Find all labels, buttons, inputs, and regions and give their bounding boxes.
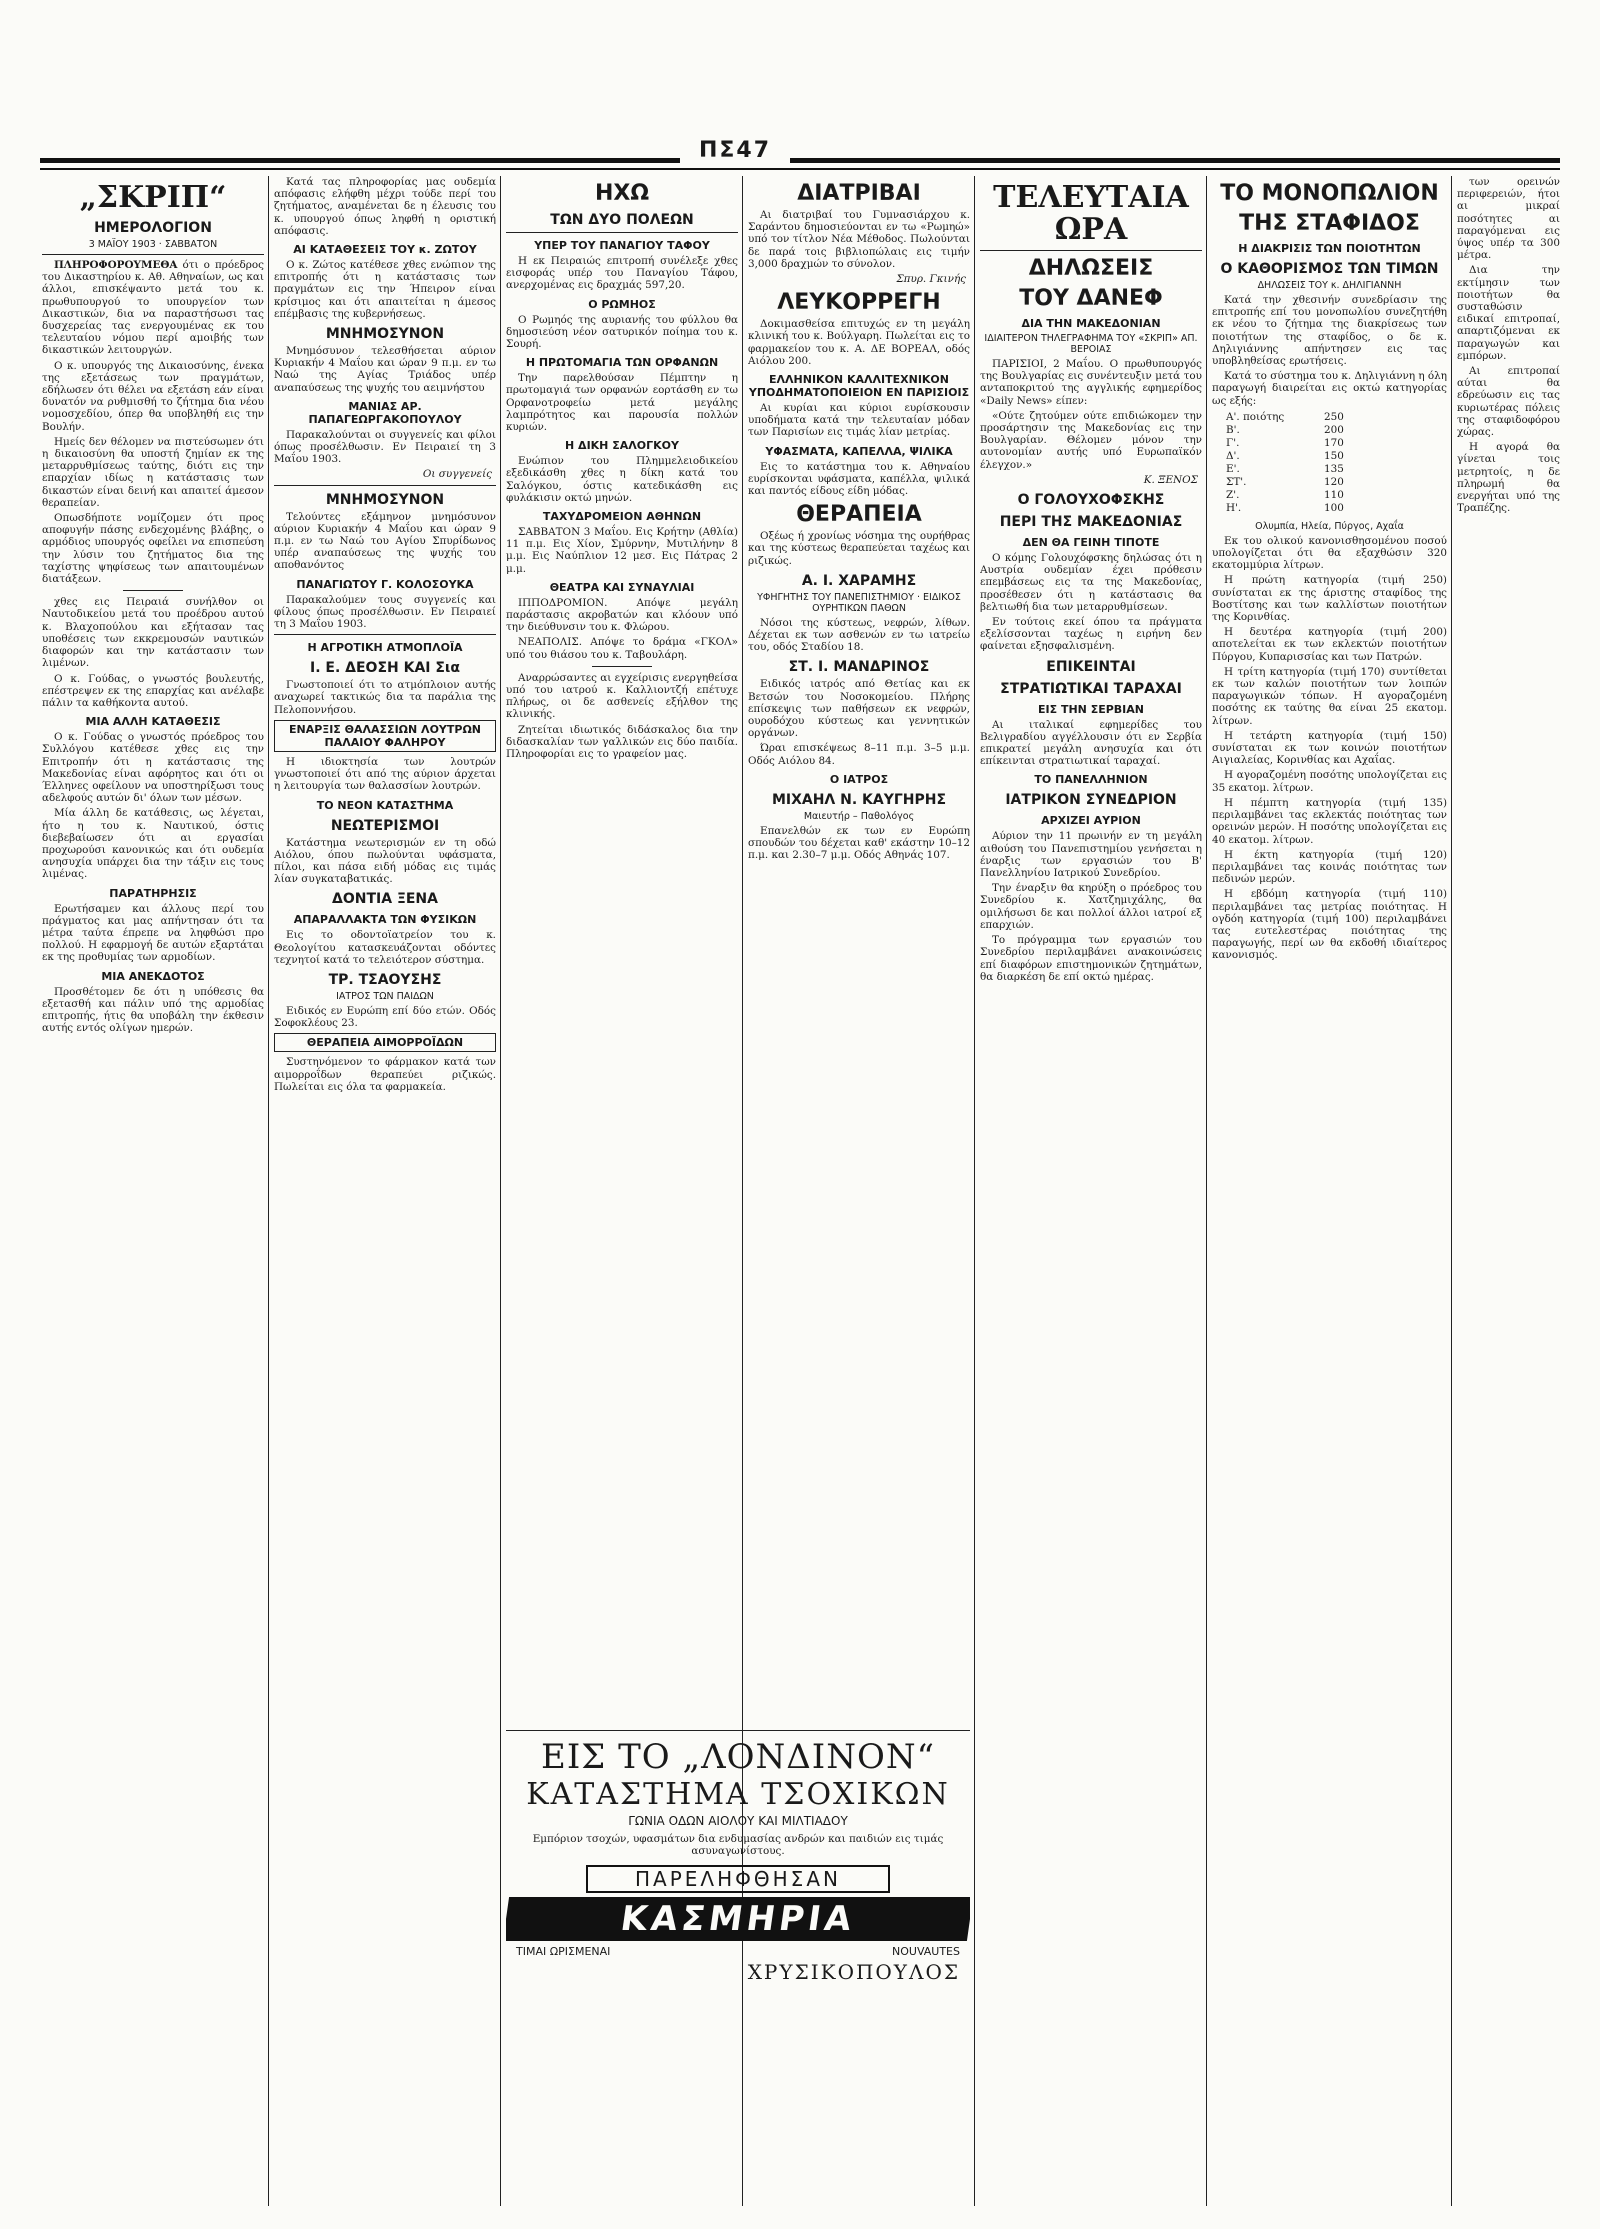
paragraph: Ζητείται ιδιωτικός διδάσκαλος δια την διδασκαλίαν των γαλλικών εις δύο παιδία. Πληροφορίαι εις το γραφείον μας.	[506, 723, 738, 761]
paragraph: Η ιδιοκτησία των λουτρών γνωστοποιεί ότι από της αύριον άρχεται η λειτουργία των θαλασσίων λουτρών.	[274, 755, 496, 793]
article-heading: Ο ΓΟΛΟΥΧΟΦΣΚΗΣ	[1017, 492, 1165, 509]
article-subheading: ΔΙΑ ΤΗΝ ΜΑΚΕΔΟΝΙΑΝ	[1021, 317, 1161, 330]
article-heading: ΠΑΡΑΤΗΡΗΣΙΣ	[109, 886, 197, 900]
price-row	[1226, 489, 1447, 502]
price-category: Ζ'.	[1226, 488, 1240, 501]
paragraph: Εν τούτοις εκεί όπου τα πράγματα εξελίσσονται ταχέως η ειρήνη δεν φαίνεται εξησφαλισμένη.	[980, 616, 1202, 653]
paragraph: Αι ιταλικαί εφημερίδες του Βελιγραδίου αγγέλλουσιν ότι εν Σερβία επικρατεί μεγάλη ανησυχία και ότι επίκεινται στρατιωτικαί ταραχαί.	[980, 718, 1202, 768]
article-heading: ΙΑΤΡΙΚΟΝ ΣΥΝΕΔΡΙΟΝ	[1005, 792, 1177, 809]
lead-paragraph	[42, 259, 264, 357]
paragraph: Παρακαλούνται οι συγγενείς και φίλοι όπως προσέλθωσιν. Εν Πειραιεί τη 3 Μαΐου 1903.	[274, 428, 496, 466]
doctor-name: Α. Ι. ΧΑΡΑΜΗΣ	[801, 572, 917, 589]
article-heading: ΣΤΡΑΤΙΩΤΙΚΑΙ ΤΑΡΑΧΑΙ	[1000, 680, 1182, 697]
price-value: 135	[1324, 462, 1344, 475]
firm-name: Ι. Ε. ΔΕΟΣΗ ΚΑΙ Σια	[309, 660, 460, 677]
paragraph: Ο Ρωμηός της αυριανής του φύλλου θα δημοσιεύση νέον σατυρικόν ποίημα του κ. Σουρή.	[506, 313, 738, 351]
ad-footer	[516, 1945, 960, 1958]
divider	[592, 666, 652, 667]
ad-heading: ΝΕΩΤΕΡΙΣΜΟΙ	[330, 817, 440, 834]
doctor-title: ΥΦΗΓΗΤΗΣ ΤΟΥ ΠΑΝΕΠΙΣΤΗΜΙΟΥ · ΕΙΔΙΚΟΣ ΟΥΡΗΤΙΚΩΝ ΠΑΘΩΝ	[757, 591, 961, 614]
paragraph: Ο κ. υπουργός της Δικαιοσύνης, ένεκα της εξετάσεως των πραγμάτων, εδήλωσεν ότι θέλει να εξετάση εάν είναι δυνατόν να ρυθμισθή το ζήτημα δια νέου νομοσχεδίου, όπερ θα υποβληθή εις την Βουλήν.	[42, 359, 264, 433]
paragraph: Αι κυρίαι και κύριοι ευρίσκουσιν υποδήματα κατά την τελευταίαν μόδαν των Παρισίων εις τιμάς λίαν μετρίας.	[748, 402, 970, 439]
price-row	[1226, 476, 1447, 489]
price-value: 200	[1324, 423, 1344, 436]
paragraph: Ειδικός ιατρός από Θετίας και εκ Βετσών του Νοσοκομείου. Πλήρης επίσκεψις των παθήσεων εκ νεφρών, ουροδόχου κύστεως και γεννητικών οργάνων.	[748, 678, 970, 740]
paragraph: Κατά τας πληροφορίας μας ουδεμία απόφασις ελήφθη μέχρι τούδε περί του ζητήματος, αναμένεται δε η έλευσις του κ. υπουργού όπως ληφθή η οριστική απόφασις.	[274, 176, 496, 237]
section-title: ΔΙΑΤΡΙΒΑΙ	[797, 181, 921, 206]
ad-heading: ΤΟ ΝΕΟΝ ΚΑΤΑΣΤΗΜΑ	[316, 798, 454, 812]
paragraph: Η έκτη κατηγορία (τιμή 120) περιλαμβάνει τας κοινάς ποιότητας των πεδινών μερών.	[1212, 848, 1447, 886]
divider	[274, 485, 496, 486]
column-divider	[974, 176, 975, 2206]
section-subtitle: ΗΜΕΡΟΛΟΓΙΟΝ	[94, 220, 212, 236]
paragraph: Κατά την χθεσινήν συνεδρίασιν της επιτροπής επί του μονοπωλίου συνεζητήθη εκ νέου το ζήτημα της διακρίσεως των ποιοτήτων της σταφίδος, ο δε κ. Δηλιγιάννης απήντησεν εις τας υποβληθείσας ερωτήσεις.	[1212, 294, 1447, 368]
article-heading: ΕΠΙΚΕΙΝΤΑΙ	[1046, 658, 1136, 675]
price-value: 100	[1324, 501, 1344, 514]
ad-footer-left: ΤΙΜΑΙ ΩΡΙΣΜΕΝΑΙ	[516, 1945, 611, 1958]
price-category: Δ'.	[1226, 449, 1240, 462]
ad-heading: ΥΦΑΣΜΑΤΑ, ΚΑΠΕΛΛΑ, ΨΙΛΙΚΑ	[765, 444, 953, 458]
signature: Σπυρ. Γκινής	[896, 273, 966, 286]
paragraph: Δια την εκτίμησιν των ποιοτήτων θα συσταθώσιν ειδικαί επιτροπαί, απαρτιζόμεναι εκ παραγωγών και εμπόρων.	[1457, 264, 1560, 362]
paragraph: Ενώπιον του Πλημμελειοδικείου εξεδικάσθη χθες η δίκη κατά του Σαλόγκου, όστις κατεδικάσθη εις φυλάκισιν οκτώ μηνών.	[506, 455, 738, 504]
price-category: ΣΤ'.	[1226, 475, 1247, 488]
price-value: 170	[1324, 436, 1344, 449]
article-heading: ΜΙΑ ΑΛΛΗ ΚΑΤΑΘΕΣΙΣ	[85, 715, 221, 729]
ad-heading: Η ΑΓΡΟΤΙΚΗ ΑΤΜΟΠΛΟΪΑ	[307, 641, 463, 655]
price-list-note: Ολυμπία, Ηλεία, Πύργος, Αχαΐα	[1255, 520, 1404, 532]
price-value: 250	[1324, 410, 1344, 423]
article-subheading: Η ΔΙΑΚΡΙΣΙΣ ΤΩΝ ΠΟΙΟΤΗΤΩΝ	[1238, 242, 1421, 255]
paragraph: Η δευτέρα κατηγορία (τιμή 200) αποτελείται εκ των εκλεκτών ποιοτήτων Πύργου, Κυπαρισσίας και των Πατρών.	[1212, 626, 1447, 663]
price-category: Γ'.	[1226, 436, 1240, 449]
price-row	[1226, 502, 1447, 515]
paragraph: Η αγορά θα γίνεται τοις μετρητοίς, η δε πληρωμή θα ενεργήται υπό της Τραπέζης.	[1457, 441, 1560, 515]
paragraph: Ο κ. Ζώτος κατέθεσε χθες ενώπιον της επιτροπής ότι η κατάστασις των πραγμάτων εις την Ήπειρον είναι κρίσιμος και ότι απαιτείται η άμεσος επέμβασις της κυβερνήσεως.	[274, 259, 496, 320]
column-1	[42, 176, 264, 2206]
price-value: 120	[1324, 475, 1344, 488]
page-header	[40, 138, 1560, 174]
signature: Κ. ΞΕΝΟΣ	[1143, 473, 1198, 486]
page-number: ΠΣ47	[680, 138, 790, 163]
price-row	[1226, 424, 1447, 437]
paragraph: Ειδικός εν Ευρώπη επί δύο ετών. Οδός Σοφοκλέους 23.	[274, 1004, 496, 1030]
doctor-title: ΙΑΤΡΟΣ ΤΩΝ ΠΑΙΔΩΝ	[336, 990, 434, 1002]
paragraph: Αι επιτροπαί αύται θα εδρεύωσιν εις τας κυριωτέρας πόλεις της σταφιδοφόρου χώρας.	[1457, 365, 1560, 439]
paragraph: Αύριον την 11 πρωινήν εν τη μεγάλη αιθούση του Πανεπιστημίου γενήσεται η έναρξις των εργασιών του Β' Πανελληνίου Ιατρικού Συνεδρίου.	[980, 830, 1202, 880]
notice-heading: ΜΝΗΜΟΣΥΝΟΝ	[325, 326, 445, 343]
column-divider	[1206, 176, 1207, 2206]
section-subtitle: ΤΩΝ ΔΥΟ ΠΟΛΕΩΝ	[550, 212, 694, 228]
paragraph: Επανελθών εκ των εν Ευρώπη σπουδών του δέχεται καθ' εκάστην 10–12 π.μ. και 2.30–7 μ.μ. Οδός Αθηνάς 107.	[748, 824, 970, 862]
price-row	[1226, 450, 1447, 463]
paragraph: Τελούντες εξάμηνον μνημόσυνον αύριον Κυριακήν 4 Μαΐου και ώραν 9 π.μ. εν τω Ναώ του Αγίου Σπυρίδωνος υπέρ αναπαύσεως της ψυχής του αποθανόντος	[274, 510, 496, 572]
price-list	[1226, 411, 1447, 515]
article-subheading: Ο ΚΑΘΟΡΙΣΜΟΣ ΤΩΝ ΤΙΜΩΝ	[1220, 261, 1439, 277]
paragraph: χθες εις Πειραιά συνήλθον οι Ναυτοδικείου μετά του προέδρου αυτού κ. Βλαχοπούλου και εξήτασαν τας υποθέσεις των εκκρεμουσών ναυτικών διαφορών και την κατάστασιν των λιμένων.	[42, 596, 264, 670]
article-subheading: ΑΡΧΙΖΕΙ ΑΥΡΙΟΝ	[1041, 814, 1141, 828]
section-title: ΗΧΩ	[594, 181, 650, 206]
paragraph: Κατά το σύστημα του κ. Δηλιγιάννη η όλη παραγωγή διαιρείται εις οκτώ κατηγορίας ως εξής:	[1212, 370, 1447, 407]
paragraph: Ο κόμης Γολουχόφσκης δηλώσας ότι η Αυστρία ουδεμίαν έχει πρόθεσιν επεμβάσεως εις τα της Μακεδονίας, προσέθεσεν ότι η κατάστασις θα βελτιωθή δια των μεταρρυθμίσεων.	[980, 552, 1202, 613]
ad-heading: ΛΕΥΚΟΡΡΕΓΗ	[777, 290, 941, 316]
paragraph: Νόσοι της κύστεως, νεφρών, λίθων. Δέχεται εκ των ασθενών εν τω ιατρείω του, οδός Σταδίου 18.	[748, 616, 970, 654]
price-row	[1226, 437, 1447, 450]
paragraph: Παρακαλούμεν τους συγγενείς και φίλους όπως προσέλθωσιν. Εν Πειραιεί τη 3 Μαΐου 1903.	[274, 593, 496, 631]
ad-heading: Ο ΙΑΤΡΟΣ	[829, 772, 889, 786]
paragraph: Εις το οδοντοϊατρείον του κ. Θεολογίτου κατασκευάζονται οδόντες τεχνητοί κατά το τελειότερον σύστημα.	[274, 929, 496, 966]
lead-text: ότι ο πρόεδρος του Δικαστηρίου κ. Αθ. Αθηναίων, ως και άλλοι, επισκέψαντο μετά του κ. πρωθυπουργού το υπουργείον των Δικαστικών, δια να παραστήσωσι τας δυσχερείας τας ενεργουμένας εκ του τελευταίου νόμου περί αμοιβής των δικαστικών λειτουργών.	[42, 259, 264, 357]
divider	[274, 634, 496, 635]
paragraph: ΝΕΑΠΟΛΙΣ. Απόψε το δράμα «ΓΚΟΛ» υπό του θιάσου του κ. Ταβουλάρη.	[506, 636, 738, 661]
article-subheading: ΔΕΝ ΘΑ ΓΕΙΝΗ ΤΙΠΟΤΕ	[1022, 536, 1160, 550]
paragraph: Αι διατριβαί του Γυμνασιάρχου κ. Σαράντου δημοσιεύονται εν τω «Ρωμηώ» υπό τον τίτλον Νέα Μέθοδος. Πωλούνται δε παρά τοις βιβλιοπώλαις εις τιμήν 3,000 δραχμών το σύνολον.	[748, 209, 970, 270]
paragraph: Η αγοραζομένη ποσότης υπολογίζεται εις 35 εκατομ. λίτρων.	[1212, 769, 1447, 794]
paragraph: Ώραι επισκέψεως 8–11 π.μ. 3–5 μ.μ. Οδός Αιόλου 84.	[748, 742, 970, 767]
paragraph: Η εκ Πειραιώς επιτροπή συνέλεξε χθες εισφοράς υπέρ του Παναγίου Τάφου, ανερχομένας εις δραχμάς 597,20.	[506, 255, 738, 292]
paragraph: Η εβδόμη κατηγορία (τιμή 110) περιλαμβάνει τας μετρίας ποιότητας. Η ογδόη κατηγορία (τιμή 100) περιλαμβάνει τας ευτελεστέρας ποιότητας της παραγωγής, περί ων θα εκδοθή ιδιαίτερος κανονισμός.	[1212, 888, 1447, 962]
paragraph: Εκ του ολικού κανονισθησομένου ποσού υπολογίζεται ότι θα εξαχθώσιν 320 εκατομμύρια λίτρων.	[1212, 534, 1447, 572]
article-heading: ΠΕΡΙ ΤΗΣ ΜΑΚΕΔΟΝΙΑΣ	[999, 514, 1183, 531]
price-category: Η'.	[1226, 501, 1242, 514]
notice-heading: ΜΝΗΜΟΣΥΝΟΝ	[325, 491, 445, 508]
paragraph: των ορεινών περιφερειών, ήτοι αι μικραί ποσότητες αι παραγόμεναι εις ύψος υπέρ τα 300 μέτρα.	[1457, 176, 1560, 262]
paragraph: Γνωστοποιεί ότι το ατμόπλοιον αυτής αναχωρεί τακτικώς δια τα παράλια της Πελοποννήσου.	[274, 679, 496, 716]
doctor-name: ΣΤ. Ι. ΜΑΝΔΡΙΝΟΣ	[788, 659, 930, 676]
price-row	[1226, 411, 1447, 424]
doctor-name: ΜΙΧΑΗΛ Ν. ΚΑΥΓΗΡΗΣ	[771, 791, 947, 808]
paragraph: Την έναρξιν θα κηρύξη ο πρόεδρος του Συνεδρίου κ. Χατζημιχάλης, θα ομιλήσωσι δε και πολλοί άλλοι ιατροί εξ επαρχιών.	[980, 882, 1202, 931]
ad-banner: ΚΑΣΜΗΡΙΑ	[506, 1897, 970, 1941]
paragraph: Την παρελθούσαν Πέμπτην η πρωτομαγιά των ορφανών εορτάσθη εν τω Ορφανοτροφείω μετά μεγάλης λαμπρότητος και παρουσία πολλών κυριών.	[506, 372, 738, 434]
price-category: Ε'.	[1226, 462, 1240, 475]
paragraph: Η τετάρτη κατηγορία (τιμή 150) συνίσταται εκ των κοινών ποιοτήτων Αιγιαλείας, Κορινθίας και Αχαΐας.	[1212, 729, 1447, 767]
paragraph: Κατάστημα νεωτερισμών εν τη οδώ Αιόλου, όπου πωλούνται υφάσματα, πίλοι, και πάσα ειδή μόδας εις τιμάς λίαν συγκαταβατικάς.	[274, 836, 496, 886]
article-heading: ΤΟ ΠΑΝΕΛΛΗΝΙΟΝ	[1034, 773, 1148, 787]
ad-heading: ΘΕΡΑΠΕΙΑ ΑΙΜΟΡΡΟΪΔΩΝ	[274, 1033, 496, 1052]
doctor-title: Μαιευτήρ – Παθολόγος	[803, 810, 915, 822]
section-title: „ΣΚΡΙΠ“	[79, 180, 227, 215]
article-heading: Ο ΡΩΜΗΟΣ	[588, 297, 656, 311]
paragraph: «Ούτε ζητούμεν ούτε επιδιώκομεν την προσάρτησιν της Μακεδονίας εις την Βουλγαρίαν. Θέλομεν μόνον την αυτονομίαν αυτής υπό Ευρωπαϊκόν έλεγχον.»	[980, 409, 1202, 471]
divider	[42, 254, 264, 255]
article-heading: ΔΗΛΩΣΕΙΣ	[1028, 256, 1154, 281]
paragraph: Συστηνόμενον το φάρμακον κατά των αιμορροΐδων θεραπεύει ριζικώς. Πωλείται εις όλα τα φαρμακεία.	[274, 1056, 496, 1093]
paragraph: Μνημόσυνον τελεσθήσεται αύριον Κυριακήν 4 Μαΐου και ώραν 9 π.μ. εν τω Ναώ της Αγίας Τριάδος υπέρ αναπαύσεως της ψυχής του αειμνήστου	[274, 345, 496, 394]
london-shop-advertisement	[506, 1730, 970, 2201]
header-rule-thin	[40, 168, 1560, 170]
article-heading: ΤΗΣ ΣΤΑΦΙΔΟΣ	[1239, 211, 1420, 236]
column-divider	[500, 176, 501, 2206]
paragraph: Αναρρώσαντες αι εγχείρισις ενεργηθείσα υπό του ιατρού κ. Καλλιοντζή επέτυχε πλήρως, οι δε ασθενείς εξήλθον της κλινικής.	[506, 671, 738, 721]
paragraph: Οπωσδήποτε νομίζομεν ότι προς αποφυγήν πάσης ενδεχομένης βλάβης, ο αρμόδιος υπουργός οφείλει να επισπεύση την λύσιν του ζητήματος δια της ταχίστης ψηφίσεως των απαιτουμένων διατάξεων.	[42, 512, 264, 586]
article-heading: ΜΙΑ ΑΝΕΚΔΟΤΟΣ	[101, 969, 205, 983]
paragraph: ΠΑΡΙΣΙΟΙ, 2 Μαΐου. Ο πρωθυπουργός της Βουλγαρίας εις συνέντευξιν μετά του ανταποκριτού της αγγλικής εφημερίδος «Daily News» είπεν:	[980, 358, 1202, 407]
ad-title: ΕΙΣ ΤΟ „ΛΟΝΔΙΝΟΝ“	[541, 1737, 935, 1777]
paragraph: Ημείς δεν θέλομεν να πιστεύσωμεν ότι η δικαιοσύνη θα υποστή ζημίαν εκ της μεταρρυθμίσεως ταύτης, διότι εις την επαρχίαν ιδίως η κατάστασις των δικαστών είναι δεινή και απαιτεί άμεσον θεραπείαν.	[42, 435, 264, 509]
article-heading: ΘΕΑΤΡΑ ΚΑΙ ΣΥΝΑΥΛΙΑΙ	[549, 580, 695, 594]
paragraph: Η τρίτη κατηγορία (τιμή 170) συντίθεται εκ των καλών ποιοτήτων των λοιπών παραγωγικών τόπων. Η αγοραζομένη ποσότης εκ ταύτης θα είναι 25 εκατομ. λίτρων.	[1212, 665, 1447, 727]
column-divider	[1451, 176, 1452, 2206]
paragraph: Ερωτήσαμεν και άλλους περί του πράγματος και μας απήντησαν ότι τα μέτρα ταύτα έπρεπε να ληφθώσι προ πολλού. Η εφαρμογή δε αυτών εξαρτάται εκ της προθυμίας των αρμοδίων.	[42, 902, 264, 964]
article-subheading: ΕΙΣ ΤΗΝ ΣΕΡΒΙΑΝ	[1038, 702, 1144, 716]
paragraph: Η πέμπτη κατηγορία (τιμή 135) περιλαμβάνει τας εκλεκτάς ποιότητας των ορεινών μερών. Η ποσότης υπολογίζεται εις 40 εκατομ. λίτρων.	[1212, 796, 1447, 846]
price-value: 150	[1324, 449, 1344, 462]
ad-received-label: ΠΑΡΕΛΗΦΘΗΣΑΝ	[586, 1865, 890, 1893]
ad-address: ΓΩΝΙΑ ΟΔΩΝ ΑΙΟΛΟΥ ΚΑΙ ΜΙΛΤΙΑΔΟΥ	[628, 1814, 848, 1828]
article-heading: Η ΠΡΩΤΟΜΑΓΙΑ ΤΩΝ ΟΡΦΑΝΩΝ	[525, 356, 719, 370]
lead-heading: ΠΛΗΡΟΦΟΡΟΥΜΕΘΑ	[54, 259, 178, 271]
column-6	[1212, 176, 1447, 2206]
paragraph: Ο κ. Γούδας, ο γνωστός βουλευτής, επέστρεψεν εκ της επαρχίας και ανέλαβε πάλιν τα καθήκοντα αυτού.	[42, 672, 264, 709]
section-title: ΤΕΛΕΥΤΑΙΑ ΩΡΑ	[993, 180, 1189, 247]
paragraph: Προσθέτομεν δε ότι η υπόθεσις θα εξετασθή και πάλιν υπό της αρμοδίας επιτροπής, ήτις θα υποβάλη την έκθεσιν αυτής εντός ολίγων ημερών.	[42, 985, 264, 1035]
price-category: Β'.	[1226, 423, 1240, 436]
article-source: ΔΗΛΩΣΕΙΣ ΤΟΥ κ. ΔΗΛΙΓΙΑΝΝΗ	[1257, 280, 1402, 291]
dateline: 3 ΜΑΪΟΥ 1903 · ΣΑΒΒΑΤΟΝ	[88, 239, 218, 250]
article-heading: ΑΙ ΚΑΤΑΘΕΣΕΙΣ ΤΟΥ κ. ΖΩΤΟΥ	[293, 243, 477, 257]
signature: Οι συγγενείς	[422, 468, 492, 481]
paragraph: Το πρόγραμμα των εργασιών του Συνεδρίου περιλαμβάνει ανακοινώσεις επί διαφόρων επιστημονικών ζητημάτων, θα διαρκέση δε επί οκτώ ημέρας.	[980, 934, 1202, 983]
divider	[123, 590, 183, 591]
ad-shop-name: ΚΑΤΑΣΤΗΜΑ ΤΣΟΧΙΚΩΝ	[526, 1777, 950, 1812]
deceased-name: ΜΑΝΙΑΣ ΑΡ. ΠΑΠΑΓΕΩΡΓΑΚΟΠΟΥΛΟΥ	[308, 399, 462, 426]
column-2	[274, 176, 496, 2206]
ad-heading: ΔΟΝΤΙΑ ΞΕΝΑ	[332, 891, 438, 908]
divider	[980, 250, 1202, 251]
ad-heading: ΕΝΑΡΞΙΣ ΘΑΛΑΣΣΙΩΝ ΛΟΥΤΡΩΝ ΠΑΛΑΙΟΥ ΦΑΛΗΡΟΥ	[274, 720, 496, 752]
price-row	[1226, 463, 1447, 476]
column-3	[506, 176, 738, 1726]
paragraph: ΣΑΒΒΑΤΟΝ 3 Μαΐου. Εις Κρήτην (Αθλία) 11 π.μ. Εις Χίον, Σμύρνην, Μυτιλήνην 8 μ.μ. Εις Ναύπλιον 12 μεσ. Εις Πάτρας 2 μ.μ.	[506, 526, 738, 575]
ad-heading: ΑΠΑΡΑΛΛΑΚΤΑ ΤΩΝ ΦΥΣΙΚΩΝ	[293, 913, 477, 927]
paragraph: Εις το κατάστημα του κ. Αθηναίου ευρίσκονται υφάσματα, καπέλλα, ψιλικά και παντός είδους είδη μόδας.	[748, 460, 970, 498]
paragraph: Οξέως ή χρονίως νόσημα της ουρήθρας και της κύστεως θεραπεύεται ταχέως και ριζικώς.	[748, 530, 970, 567]
ad-footer-right: NOUVAUTES	[892, 1945, 960, 1958]
article-heading: ΥΠΕΡ ΤΟΥ ΠΑΝΑΓΙΟΥ ΤΑΦΟΥ	[534, 239, 710, 252]
article-heading: ΤΟΥ ΔΑΝΕΦ	[1019, 286, 1163, 311]
article-heading: Η ΔΙΚΗ ΣΑΛΟΓΚΟΥ	[565, 439, 679, 453]
column-divider	[268, 176, 269, 2206]
divider	[506, 232, 738, 233]
price-value: 110	[1324, 488, 1344, 501]
price-category: Α'. ποιότης	[1226, 410, 1285, 423]
column-5	[980, 176, 1202, 2206]
ad-heading: ΕΛΛΗΝΙΚΟΝ ΚΑΛΛΙΤΕΧΝΙΚΟΝ ΥΠΟΔΗΜΑΤΟΠΟΙΕΙΟΝ ΕΝ ΠΑΡΙΣΙΟΙΣ	[748, 373, 970, 400]
doctor-name: ΤΡ. ΤΣΑΟΥΣΗΣ	[328, 971, 442, 988]
paragraph: Η πρώτη κατηγορία (τιμή 250) συνίσταται εκ της άριστης σταφίδος της Βοστίτσης και των καλλίστων ποιοτήτων της Κορινθίας.	[1212, 574, 1447, 624]
article-heading: ΤΑΧΥΔΡΟΜΕΙΟΝ ΑΘΗΝΩΝ	[542, 510, 702, 524]
paragraph: Μία άλλη δε κατάθεσις, ως λέγεται, ήτο η του κ. Ναυτικού, όστις διεβεβαίωσεν ότι αι εργασίαι προχωρούσι κανονικώς και ότι ουδεμία ανησυχία υπάρχει δια την τάξιν εις τους λιμένας.	[42, 807, 264, 881]
paragraph: Δοκιμασθείσα επιτυχώς εν τη μεγάλη κλινική του κ. Βούλγαρη. Πωλείται εις το φαρμακείον του κ. Α. ΔΕ ΒΟΡΕΑΛ, οδός Αιόλου 200.	[748, 318, 970, 367]
column-7	[1457, 176, 1560, 2206]
paragraph: ΙΠΠΟΔΡΟΜΙΟΝ. Απόψε μεγάλη παράστασις ακροβατών και κλόουν υπό την διεύθυνσιν του κ. Φλώρου.	[506, 596, 738, 634]
article-heading: ΤΟ ΜΟΝΟΠΩΛΙΟΝ	[1220, 181, 1439, 206]
ad-description: Εμπόριον τσοχών, υφασμάτων δια ενδυμασίας ανδρών και παιδιών εις τιμάς ασυναγωνίστους.	[532, 1833, 944, 1857]
header-rule	[40, 158, 1560, 163]
ad-heading: ΘΕΡΑΠΕΙΑ	[796, 502, 922, 528]
paragraph: Ο κ. Γούδας ο γνωστός πρόεδρος του Συλλόγου κατέθεσε χθες εις την Επιτροπήν ότι η κατάστασις της Μακεδονίας είναι αφόρητος και ότι οι Έλληνες οφείλουν να υποστηρίξωσι τους αδελφούς αυτών δι' όλων των μέσων.	[42, 731, 264, 805]
article-source: ΙΔΙΑΙΤΕΡΟΝ ΤΗΛΕΓΡΑΦΗΜΑ ΤΟΥ «ΣΚΡΙΠ» ΑΠ. ΒΕΡΟΙΑΣ	[984, 333, 1198, 355]
ad-signature: ΧΡΥΣΙΚΟΠΟΥΛΟΣ	[747, 1960, 960, 1984]
deceased-name: ΠΑΝΑΓΙΩΤΟΥ Γ. ΚΟΛΟΣΟΥΚΑ	[296, 577, 474, 591]
column-4	[748, 176, 970, 1726]
